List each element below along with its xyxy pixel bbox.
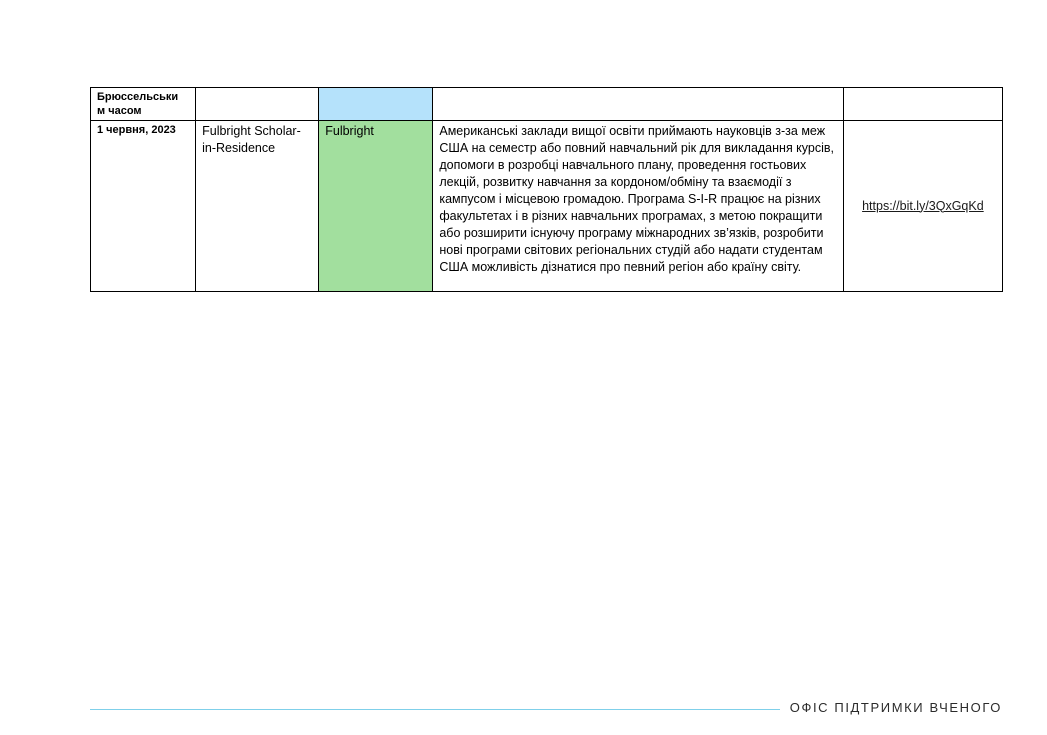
program-name-cell: Fulbright Scholar-in-Residence — [196, 121, 319, 292]
deadline-cell: 1 червня, 2023 — [91, 121, 196, 292]
organization-cell — [319, 88, 433, 121]
program-link[interactable]: https://bit.ly/3QxGqKd — [862, 198, 984, 213]
organization-cell: Fulbright — [319, 121, 433, 292]
grants-table — [90, 87, 1003, 292]
link-cell — [843, 121, 1002, 292]
description-cell: Американські заклади вищої освіти приймають науковців з-за меж США на семестр або повний навчальний рік для викладання курсів, допомоги в розробці навчального плану, проведення гостьових лекцій, розвитку навчання за кордоном/обміну та взаємодії з кампусом і місцевою громадою. Програма S-I-R працює на різних факультетах і в різних навчальних програмах, з метою покращити або розширити існуючу програму міжнародних зв’язків, розробити нові програми світових регіональних студій або надати студентам США можливість дізнатися про певний регіон або країну світу. — [433, 121, 843, 292]
link-cell — [843, 88, 1002, 121]
table-row — [91, 121, 1003, 292]
footer-divider — [90, 709, 780, 710]
deadline-cell: Брюссельськи м часом — [91, 88, 196, 121]
table-row — [91, 88, 1003, 121]
footer-office-name: ОФІС ПІДТРИМКИ ВЧЕНОГО — [789, 700, 1002, 715]
program-name-cell — [196, 88, 319, 121]
description-cell — [433, 88, 843, 121]
